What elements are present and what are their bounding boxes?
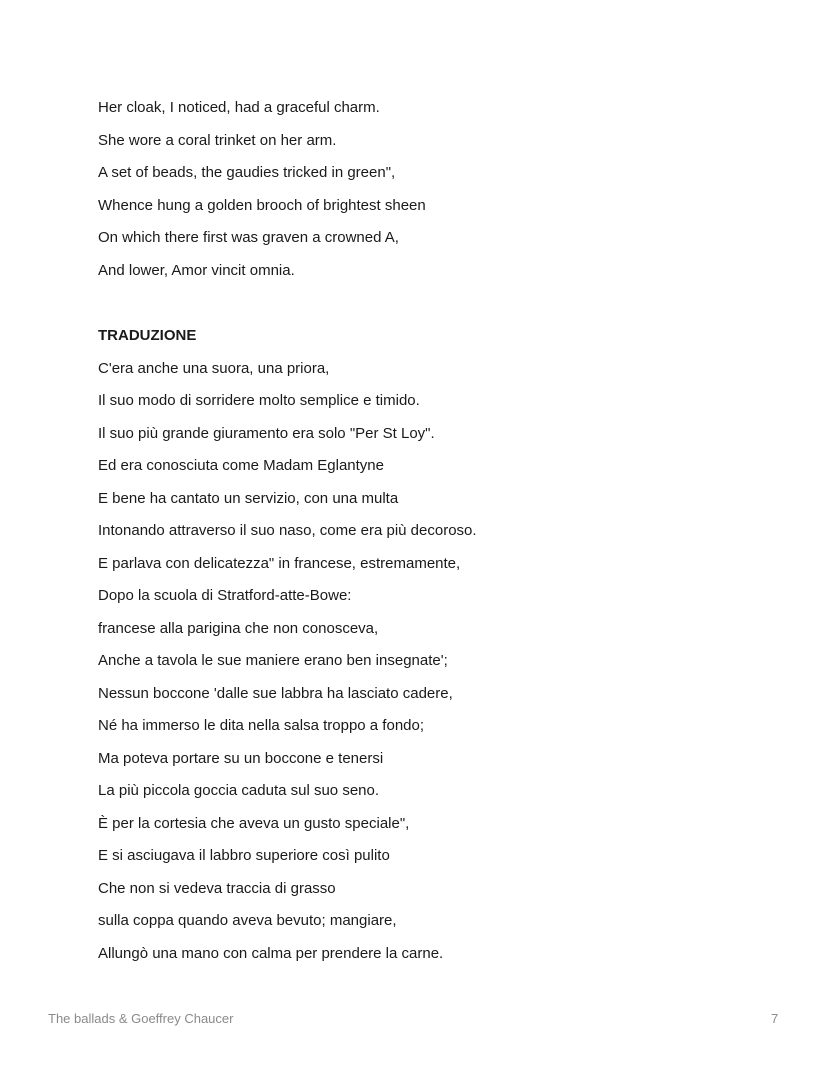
english-verse (98, 92, 758, 287)
verse-line: A set of beads, the gaudies tricked in green", (98, 164, 396, 181)
verse-line: Né ha immerso le dita nella salsa troppo a fondo; (98, 717, 425, 734)
verse-line: C'era anche una suora, una priora, (98, 359, 330, 377)
page-number: 7 (771, 1011, 779, 1026)
verse-line: Anche a tavola le sue maniere erano ben insegnate'; (98, 652, 448, 669)
verse-line: Il suo più grande giuramento era solo "Per St Loy". (98, 424, 435, 442)
verse-line: On which there first was graven a crowned A, (98, 229, 399, 246)
verse-line: sulla coppa quando aveva bevuto; mangiare, (98, 912, 397, 929)
verse-line: francese alla parigina che non conosceva, (98, 619, 379, 637)
verse-line: E si asciugava il labbro superiore così pulito (98, 847, 390, 864)
verse-line: E parlava con delicatezza" in francese, estremamente, (98, 554, 461, 572)
verse-line: Intonando attraverso il suo naso, come era più decoroso. (98, 522, 477, 539)
verse-line: Il suo modo di sorridere molto semplice e timido. (98, 392, 420, 409)
verse-line: Allungò una mano con calma per prendere la carne. (98, 944, 444, 962)
section-heading: TRADUZIONE (98, 327, 197, 344)
verse-line: E bene ha cantato un servizio, con una multa (98, 489, 399, 507)
footer-title: The ballads & Goeffrey Chaucer (48, 1011, 234, 1026)
verse-line: È per la cortesia che aveva un gusto speciale", (98, 814, 410, 832)
verse-line: Che non si vedeva traccia di grasso (98, 879, 336, 897)
verse-line: Dopo la scuola di Stratford-atte-Bowe: (98, 587, 352, 604)
verse-line: She wore a coral trinket on her arm. (98, 131, 337, 149)
verse-line: Her cloak, I noticed, had a graceful charm. (98, 99, 380, 116)
verse-line: Nessun boccone 'dalle sue labbra ha lasciato cadere, (98, 684, 453, 702)
verse-line: Whence hung a golden brooch of brightest sheen (98, 196, 426, 214)
translation-section (98, 320, 758, 970)
verse-line: Ma poteva portare su un boccone e tenersi (98, 749, 384, 767)
verse-line: Ed era conosciuta come Madam Eglantyne (98, 457, 384, 474)
verse-line: La più piccola goccia caduta sul suo seno. (98, 782, 380, 799)
verse-line: And lower, Amor vincit omnia. (98, 261, 295, 279)
